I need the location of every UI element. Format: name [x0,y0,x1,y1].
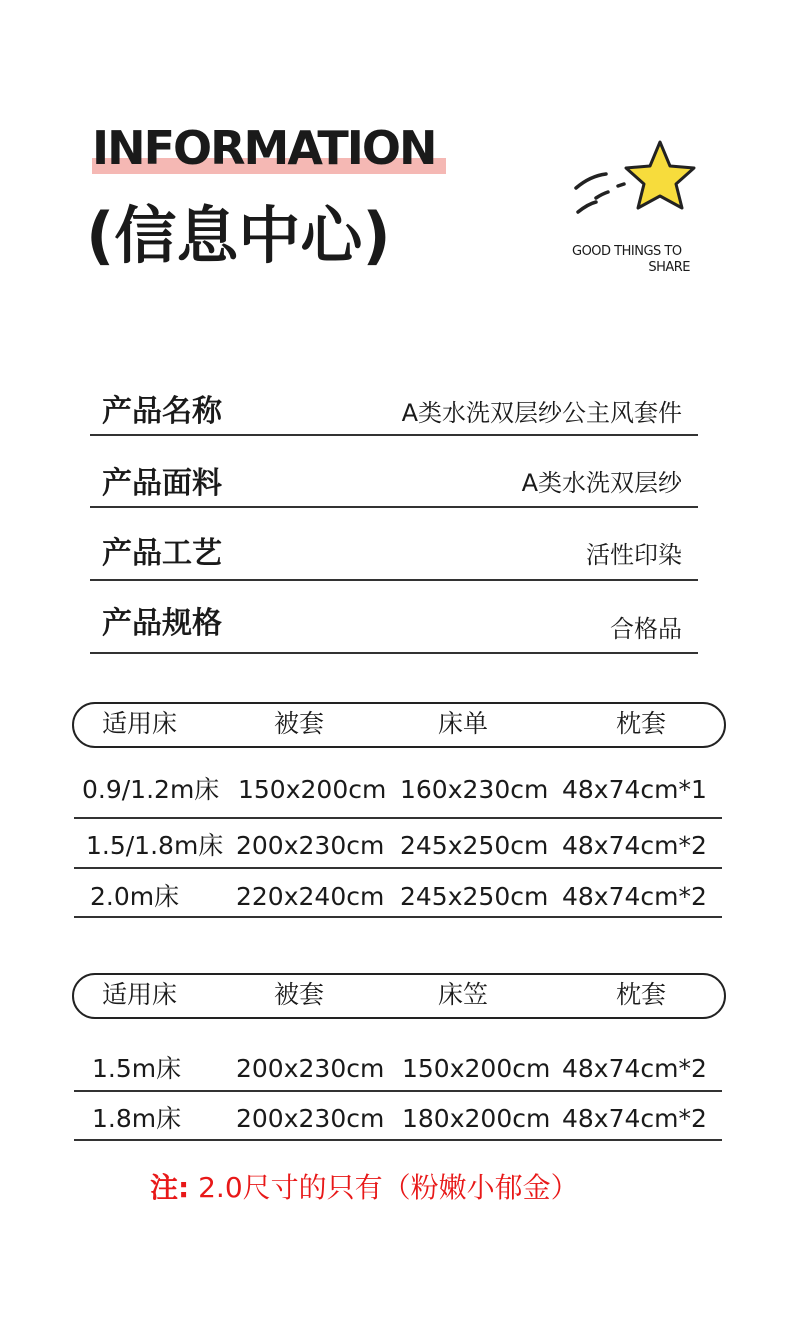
row-divider [74,1139,722,1141]
info-row-craft [90,534,698,581]
page-title-cn: (信息中心) [86,199,391,272]
info-label: 产品面料 [102,466,222,501]
table2-header-bed: 适用床 [102,980,178,1009]
info-row-spec [90,604,698,654]
info-label: 产品规格 [102,606,222,641]
table1-header-sheet: 床单 [438,709,489,738]
table1-header-duvet: 被套 [274,709,325,738]
table1-header [72,702,726,748]
table2-header-duvet: 被套 [274,980,325,1009]
table1-header-pillow: 枕套 [616,709,667,738]
row-divider [74,867,722,869]
row-divider [74,1090,722,1092]
table2-header-pillow: 枕套 [616,980,667,1009]
size-note: 注: 2.0尺寸的只有（粉嫩小郁金） [150,1171,579,1204]
table2-header [72,973,726,1019]
logo-tagline: GOOD THINGS TO SHARE [572,244,690,275]
info-value: A类水洗双层纱公主风套件 [401,399,682,427]
info-value: 合格品 [610,615,682,643]
info-label: 产品工艺 [102,536,222,571]
page-title-en: INFORMATION [92,122,435,174]
info-label: 产品名称 [102,394,222,429]
info-row-fabric [90,462,698,508]
info-row-name [90,388,698,436]
table1-header-bed: 适用床 [102,709,178,738]
row-divider [74,916,722,918]
table2-header-fitted-sheet: 床笠 [438,980,489,1009]
info-value: A类水洗双层纱 [521,469,682,497]
info-value: 活性印染 [586,541,682,569]
row-divider [74,817,722,819]
